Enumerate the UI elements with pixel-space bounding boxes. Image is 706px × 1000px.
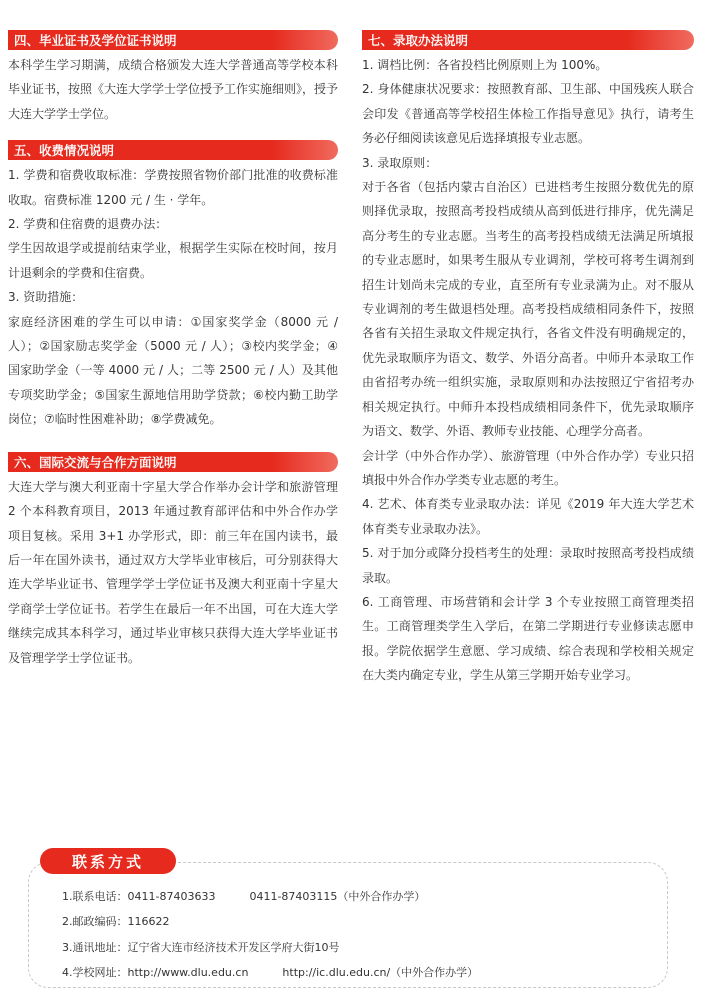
- contact-lines: [62, 884, 662, 985]
- fees-p1: 1. 学费和宿费收取标准：学费按照省物价部门批准的收费标准收取。宿费标准 1200 元 / 生 · 学年。: [8, 168, 338, 207]
- admission-p5: 会计学（中外合作办学）、旅游管理（中外合作办学）专业只招填报中外合作办学类专业志愿的考生。: [362, 448, 694, 487]
- section-international: [8, 452, 338, 670]
- contact-title: 联系方式: [40, 848, 176, 874]
- fees-p2: 2. 学费和住宿费的退费办法：: [8, 217, 168, 232]
- section-admission: [362, 30, 694, 688]
- section-title-admission: 七、录取办法说明: [362, 30, 694, 50]
- section-title-fees: 五、收费情况说明: [8, 140, 338, 160]
- international-text: 大连大学与澳大利亚南十字星大学合作举办会计学和旅游管理 2 个本科教育项目，2013 年通过教育部评估和中外合作办学项目复核。采用 3+1 办学形式，即：前三年在国内读书，最后一年在国外读书，通过双方大学毕业审核后，可分别获得大连大学毕业证书、管理学学士学位证书及澳大利亚南十字星大学商学士学位证书。若学生在最后一年不出国，可在大连大学继续完成其本科学习，通过毕业审核只获得大连大学毕业证书及管理学学士学位证书。: [8, 479, 338, 665]
- left-column: [8, 30, 338, 684]
- website-link-main[interactable]: 4.学校网址：http://www.dlu.edu.cn: [62, 965, 249, 979]
- fees-p3: 学生因故退学或提前结束学业，根据学生实际在校时间，按月计退剩余的学费和住宿费。: [8, 241, 338, 280]
- admission-p6: 4. 艺术、体育类专业录取办法：详见《2019 年大连大学艺术体育类专业录取办法》。: [362, 497, 694, 536]
- section-diploma: [8, 30, 338, 126]
- admission-p3: 3. 录取原则：: [362, 155, 438, 170]
- fees-p5: 家庭经济困难的学生可以申请：①国家奖学金（8000 元 / 人）；②国家励志奖学金（5000 元 / 人）；③校内奖学金；④国家助学金（一等 4000 元 / 人；二等 2500 元 / 人）及其他专项奖助学金；⑤国家生源地信用助学贷款；⑥校内勤工助学岗位；⑦临时性困难补助；⑧学费减免。: [8, 314, 338, 427]
- contact-phone: [62, 884, 662, 909]
- contact-phone-main: 1.联系电话：0411-87403633: [62, 890, 216, 903]
- admission-p4: 对于各省（包括内蒙古自治区）已进档考生按照分数优先的原则择优录取，按照高考投档成绩从高到低进行排序，优先满足高分考生的专业志愿。当考生的高考投档成绩无法满足所填报的专业志愿时，如果考生服从专业调剂，学校可将考生调剂到招生计划尚未完成的专业，直至所有专业录满为止。对不服从专业调剂的考生做退档处理。高考投档成绩相同条件下，按照各省有关招生录取文件规定执行，各省文件没有明确规定的，优先录取顺序为语文、数学、外语分高者。中师升本录取工作由省招考办统一组织实施，录取原则和办法按照辽宁省招考办相关规定执行。中师升本投档成绩相同条件下，优先录取顺序为语文、数学、外语、教师专业技能、心理学分高者。: [362, 180, 694, 439]
- section-fees: [8, 140, 338, 431]
- fees-p4: 3. 资助措施：: [8, 290, 84, 305]
- website-link-coop[interactable]: http://ic.dlu.edu.cn/（中外合作办学）: [282, 965, 479, 979]
- admission-p1: 1. 调档比例：各省投档比例原则上为 100%。: [362, 58, 608, 72]
- right-column: [362, 30, 694, 702]
- section-title-international: 六、国际交流与合作方面说明: [8, 452, 338, 472]
- contact-website: [62, 960, 662, 985]
- contact-zip: 2.邮政编码：116622: [62, 915, 170, 929]
- contact-address: 3.通讯地址：辽宁省大连市经济技术开发区学府大街10号: [62, 940, 340, 954]
- section-title-diploma: 四、毕业证书及学位证书说明: [8, 30, 338, 50]
- diploma-text: 本科学生学习期满，成绩合格颁发大连大学普通高等学校本科毕业证书，按照《大连大学学士学位授予工作实施细则》，授予大连大学学士学位。: [8, 58, 339, 121]
- contact-phone-coop: 0411-87403115（中外合作办学）: [249, 890, 426, 903]
- admission-p8: 6. 工商管理、市场营销和会计学 3 个专业按照工商管理类招生。工商管理类学生入学后，在第二学期进行专业修读志愿申报。学院依据学生意愿、学习成绩、综合表现和学校相关规定在大类内确定专业，学生从第三学期开始专业学习。: [362, 594, 694, 683]
- admission-p7: 5. 对于加分或降分投档考生的处理：录取时按照高考投档成绩录取。: [362, 546, 694, 585]
- admission-p2: 2. 身体健康状况要求：按照教育部、卫生部、中国残疾人联合会印发《普通高等学校招生体检工作指导意见》执行，请考生务必仔细阅读该意见后选择填报专业志愿。: [362, 82, 694, 146]
